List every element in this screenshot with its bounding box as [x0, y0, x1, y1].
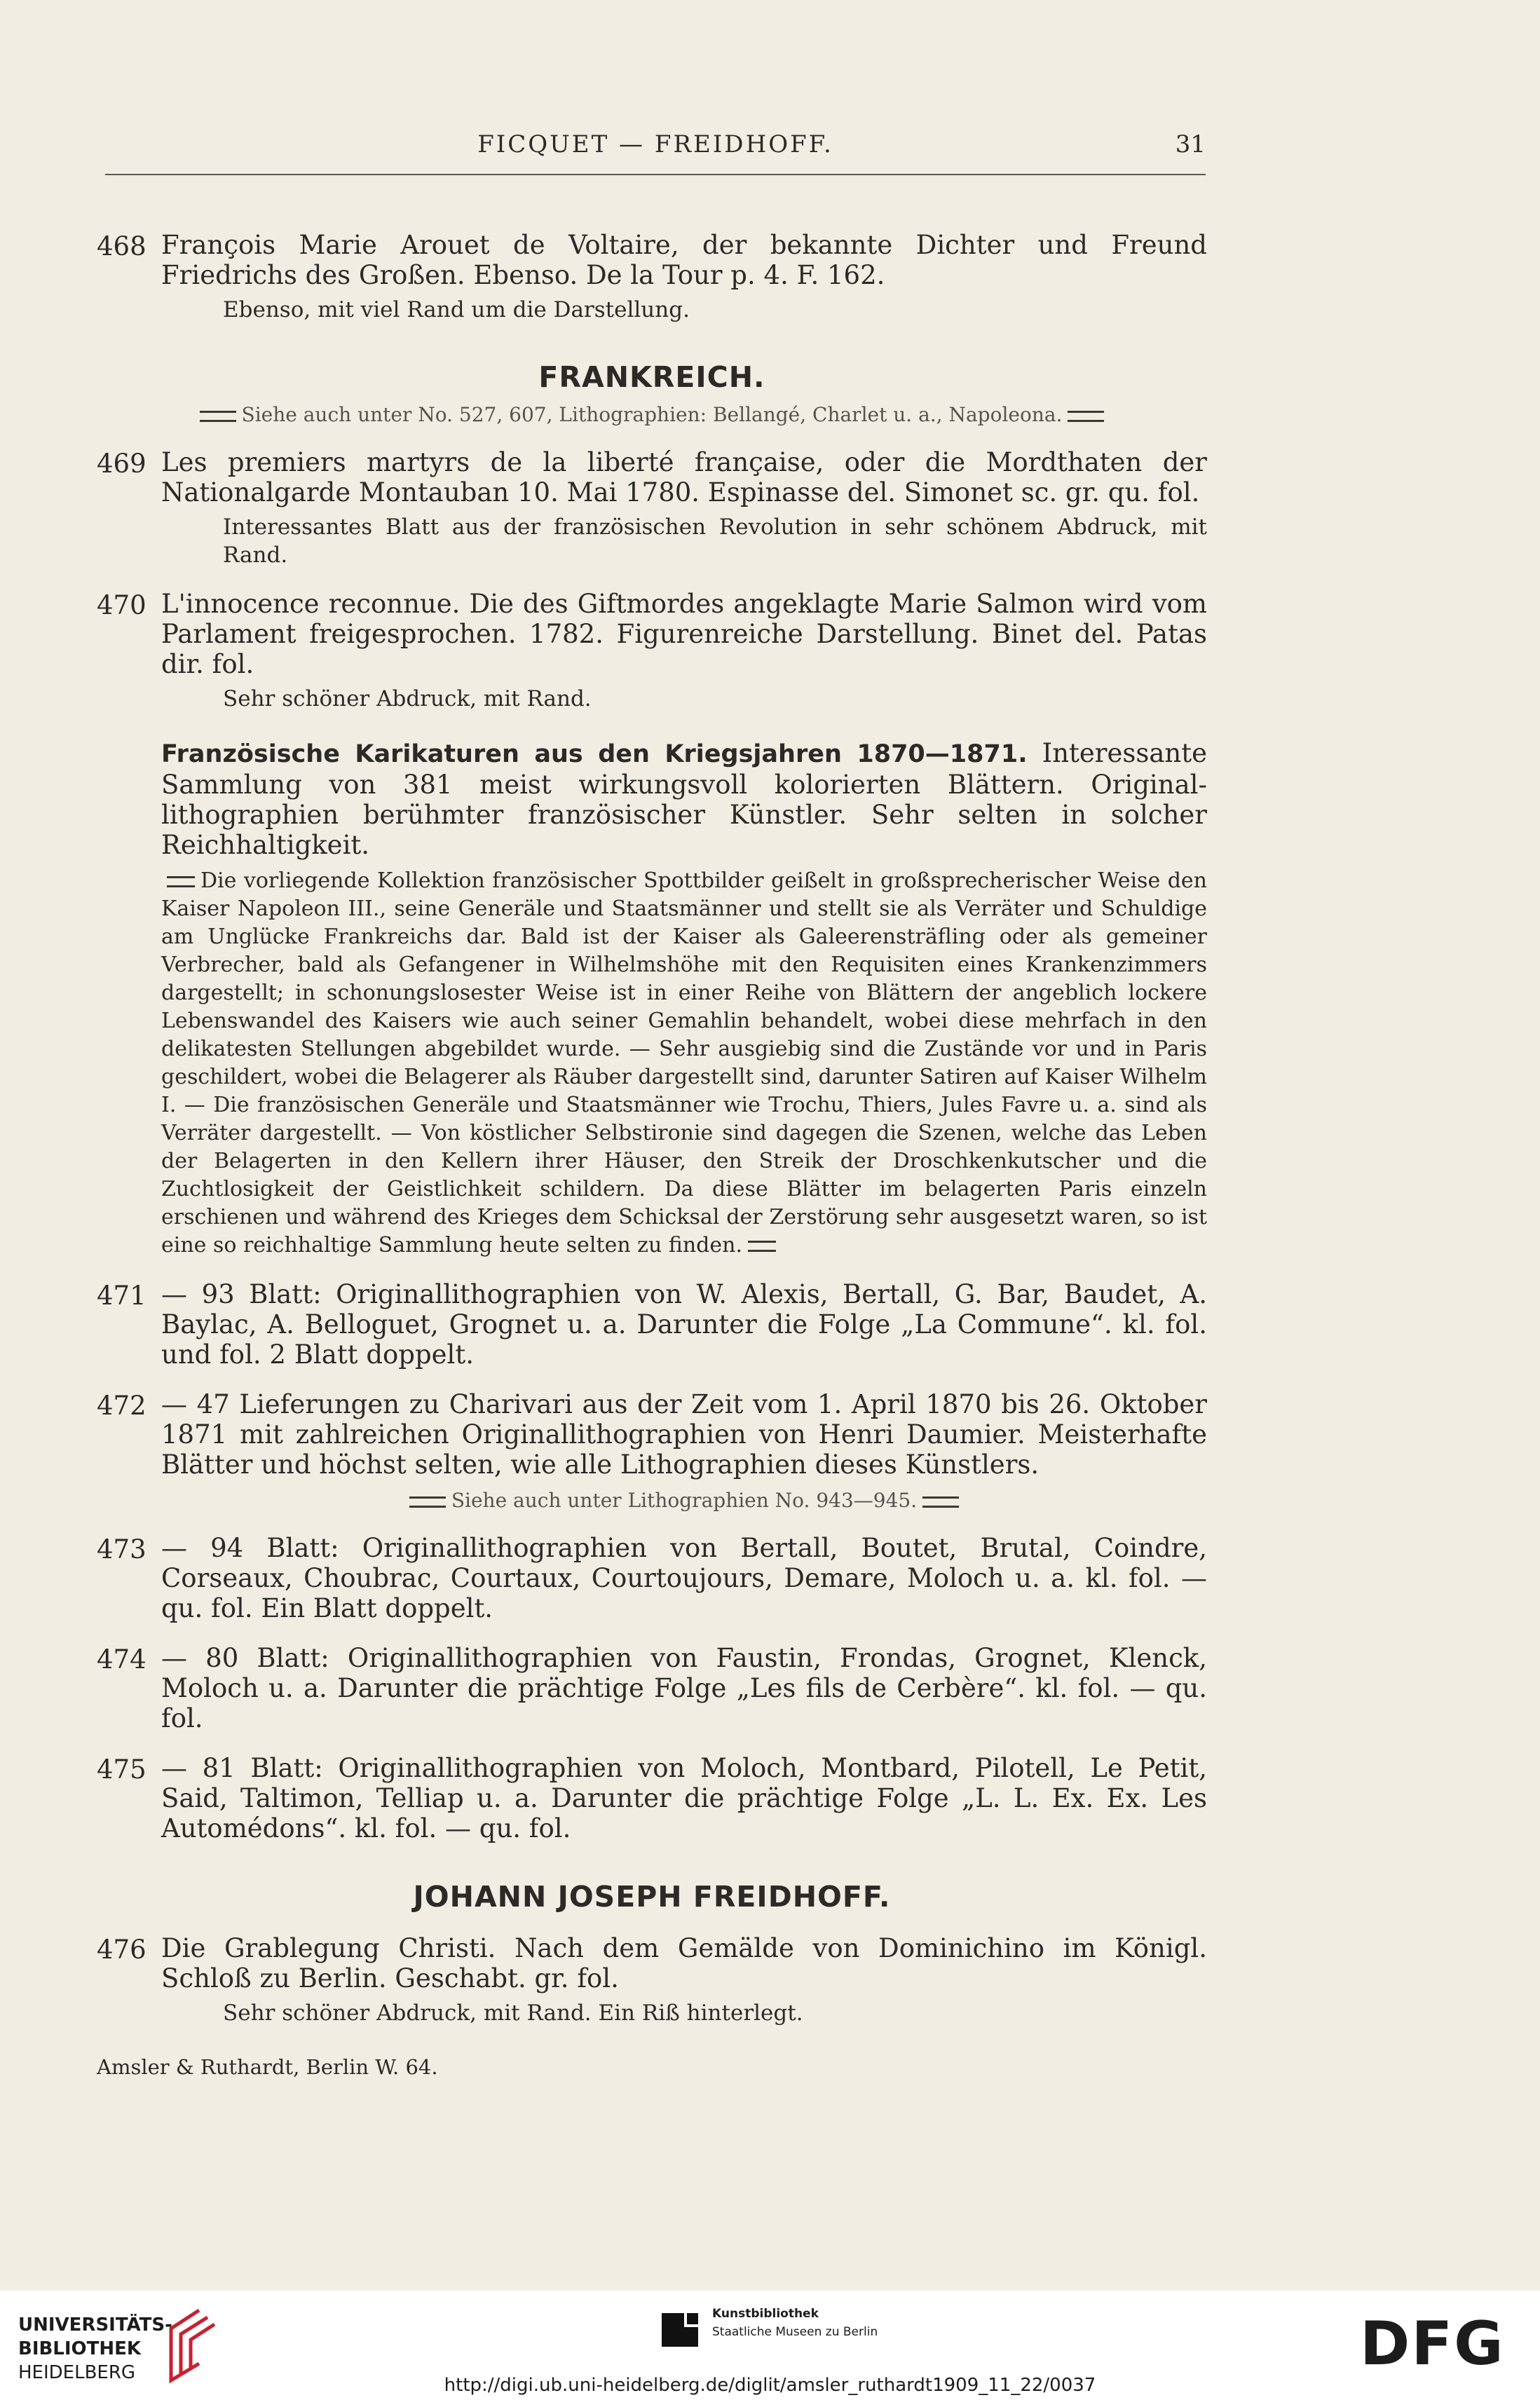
catalog-entry	[97, 1279, 1207, 1370]
entry-number: 471	[97, 1281, 146, 1311]
entry-note: Sehr schöner Abdruck, mit Rand. Ein Riß hinterlegt.	[223, 2000, 803, 2026]
entry-text: — 80 Blatt: Originallithographien von Faustin, Frondas, Grognet, Klenck, Moloch u. a. Darunter die prächtige Folge „Les fils de Cerbère“. kl. fol. — qu. fol.	[161, 1643, 1207, 1733]
entry-number: 472	[97, 1391, 146, 1421]
entry-text: Die Grablegung Christi. Nach dem Gemälde von Dominichino im Königl. Schloß zu Berlin. Geschabt. gr. fol.	[161, 1933, 1207, 1993]
see-also-frankreich: Siehe auch unter No. 527, 607, Lithographien: Bellangé, Charlet u. a., Napoleona.	[97, 402, 1207, 428]
entry-text: — 94 Blatt: Originallithographien von Bertall, Boutet, Brutal, Coindre, Corseaux, Choubrac, Courtaux, Courtoujours, Demare, Moloch u. a. kl. fol. — qu. fol. Ein Blatt doppelt.	[161, 1533, 1207, 1623]
catalog-entry	[97, 1389, 1207, 1513]
karikaturen-block	[97, 738, 1207, 1260]
entry-text: Les premiers martyrs de la liberté française, oder die Mordthaten der Nationalgarde Montauban 10. Mai 1780. Espinasse del. Simonet sc. gr. qu. fol.	[161, 447, 1207, 507]
entry-number: 476	[97, 1935, 146, 1965]
page-number: 31	[1175, 130, 1206, 158]
page-body	[97, 210, 1207, 2079]
catalog-entry	[97, 447, 1207, 569]
karikaturen-intro-text: Interessante Sammlung von 381 meist wirkungsvoll kolorierten Blättern. Original-lithographien berühmter französischer Künstler. Sehr selten in solcher Reichhaltigkeit.	[161, 738, 1208, 860]
entry-text: L'innocence reconnue. Die des Giftmordes angeklagte Marie Salmon wird vom Parlament freigesprochen. 1782. Figurenreiche Darstellung. Binet del. Patas dir. fol.	[161, 589, 1207, 679]
double-rule-icon	[409, 1496, 446, 1508]
double-rule-icon	[748, 1241, 776, 1252]
entry-number: 470	[97, 590, 146, 620]
kunstbibliothek-name: Kunstbibliothek Staatliche Museen zu Berlin	[712, 2307, 878, 2339]
entry-note: Sehr schöner Abdruck, mit Rand.	[223, 686, 592, 711]
entry-text: — 81 Blatt: Originallithographien von Moloch, Montbard, Pilotell, Le Petit, Said, Taltimon, Telliap u. a. Darunter die prächtige Folge „L. L. Ex. Ex. Les Automédons“. kl. fol. — qu. fol.	[161, 1753, 1207, 1843]
header-title: FICQUET — FREIDHOFF.	[477, 130, 833, 158]
catalog-entry	[97, 1753, 1207, 1843]
entry-number: 468	[97, 231, 146, 261]
catalog-entry	[97, 1643, 1207, 1733]
kunstbibliothek-logo-icon	[656, 2306, 704, 2354]
entry-number: 473	[97, 1534, 146, 1564]
catalog-entry	[97, 230, 1207, 324]
entry-note: Ebenso, mit viel Rand um die Darstellung.	[223, 297, 690, 322]
entry-number: 469	[97, 449, 146, 479]
section-title-frankreich: FRANKREICH.	[538, 360, 765, 394]
double-rule-icon	[1068, 411, 1104, 422]
section-title-freidhoff: JOHANN JOSEPH FREIDHOFF.	[413, 1880, 891, 1914]
double-rule-icon	[922, 1496, 959, 1508]
entry-note: Interessantes Blatt aus der französischen Revolution in sehr schönem Abdruck, mit Rand.	[223, 514, 1207, 568]
running-header	[105, 125, 1206, 175]
entry-number: 474	[97, 1644, 146, 1675]
entry-text: — 47 Lieferungen zu Charivari aus der Zeit vom 1. April 1870 bis 26. Oktober 1871 mit zahlreichen Originallithographien von Henri Daumier. Meisterhafte Blätter und höchst selten, wie alle Lithographien dieses Künstlers.	[161, 1389, 1207, 1480]
double-rule-icon	[167, 876, 195, 887]
catalog-entry	[97, 589, 1207, 713]
karikaturen-heading: Französische Karikaturen aus den Kriegsjahren 1870—1871.	[161, 740, 1028, 768]
catalog-entry	[97, 1933, 1207, 2027]
library-name: UNIVERSITÄTS- BIBLIOTHEK HEIDELBERG	[18, 2314, 172, 2383]
entry-number: 475	[97, 1754, 146, 1785]
digitization-footer	[0, 2291, 1540, 2400]
printer-imprint: Amsler & Ruthardt, Berlin W. 64.	[97, 2055, 438, 2079]
source-url[interactable]: http://digi.ub.uni-heidelberg.de/diglit/amsler_ruthardt1909_11_22/0037	[444, 2375, 1096, 2396]
entry-text: — 93 Blatt: Originallithographien von W. Alexis, Bertall, G. Bar, Baudet, A. Baylac, A. Belloguet, Grognet u. a. Darunter die Folge „La Commune“. kl. fol. und fol. 2 Blatt doppelt.	[161, 1279, 1207, 1370]
entry-text: François Marie Arouet de Voltaire, der bekannte Dichter und Freund Friedrichs des Großen. Ebenso. De la Tour p. 4. F. 162.	[161, 230, 1207, 290]
double-rule-icon	[200, 411, 236, 422]
catalog-entry	[97, 1533, 1207, 1623]
dfg-logo: DFG	[1360, 2309, 1505, 2379]
karikaturen-intro	[161, 738, 1207, 860]
ub-bracket-icon	[157, 2307, 220, 2385]
see-also-daumier: Siehe auch unter Lithographien No. 943—945.	[161, 1488, 1207, 1513]
karikaturen-description: Die vorliegende Kollektion französischer Spottbilder geißelt in großsprecherischer Weise den Kaiser Napoleon III., seine Generäle und Staatsmänner und stellt sie als Verräter und Schuldige am Unglücke Frankreichs dar. Bald ist der Kaiser als Galeerensträfling oder als gemeiner Verbrecher, bald als Gefangener in Wilhelmshöhe mit den Requisiten eines Krankenzimmers dargestellt; in schonungslosester Weise ist in einer Reihe von Blättern der angeblich lockere Lebenswandel des Kaisers wie auch seiner Gemahlin behandelt, wobei diese mehrfach in den delikatesten Stellungen abgebildet wurde. — Sehr ausgiebig sind die Zustände vor und in Paris geschildert, wobei die Belagerer als Räuber dargestellt sind, darunter Satiren auf Kaiser Wilhelm I. — Die französischen Generäle und Staatsmänner wie Trochu, Thiers, Jules Favre u. a. sind als Verräter dargestellt. — Von köstlicher Selbstironie sind dagegen die Szenen, welche das Leben der Belagerten in den Kellern ihrer Häuser, den Streik der Droschkenkutscher und die Zuchtlosigkeit der Geistlichkeit schildern. Da diese Blätter im belagerten Paris einzeln erschienen und während des Krieges dem Schicksal der Zerstörung sehr ausgesetzt waren, so ist eine so reichhaltige Sammlung heute selten zu finden.	[161, 868, 1207, 1257]
